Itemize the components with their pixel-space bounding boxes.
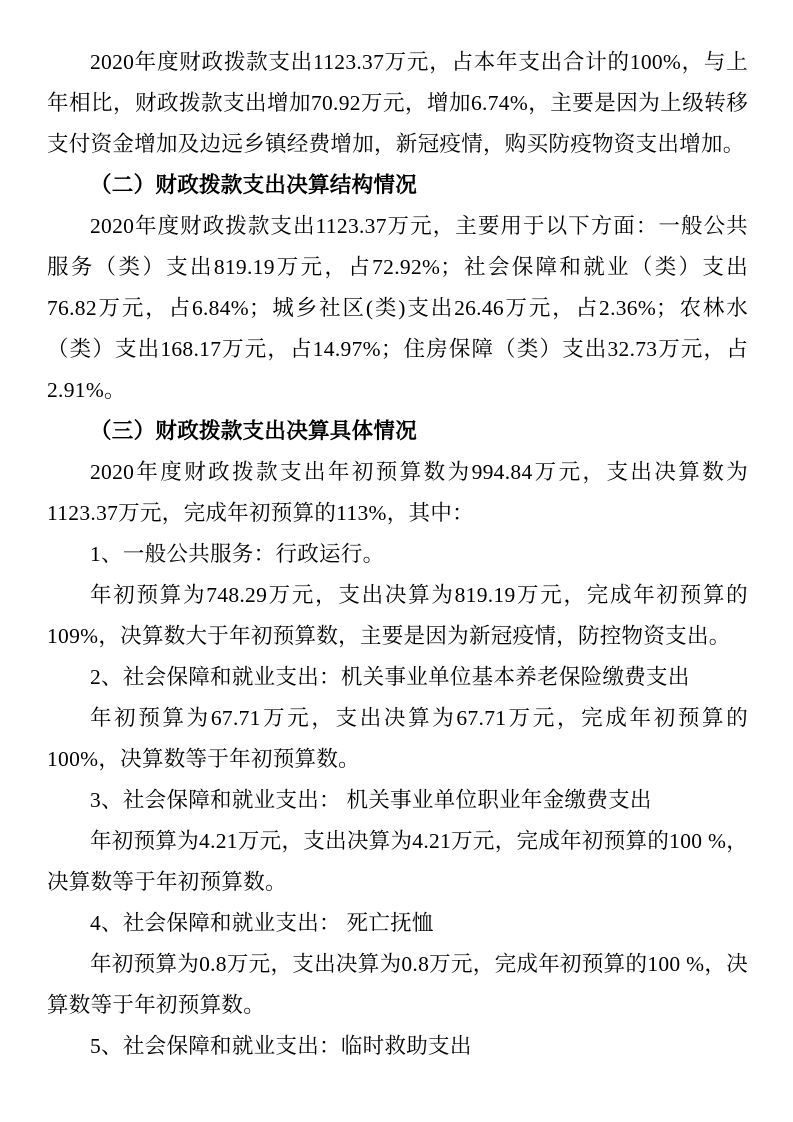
paragraph-budget-vs-final-accounts: 2020年度财政拨款支出年初预算数为994.84万元，支出决算数为1123.37万元，完成年初预算的113%，其中： xyxy=(47,460,748,525)
paragraph-fiscal-expenditure-yoy: 2020年度财政拨款支出1123.37万元，占本年支出合计的100%，与上年相比，财政拨款支出增加70.92万元，增加6.74%，主要是因为上级转移支付资金增加及边远乡镇经费增加，新冠疫情，购买防疫物资支出增加。 xyxy=(47,50,748,156)
heading-section-3-expenditure-details: （三）财政拨款支出决算具体情况 xyxy=(90,419,418,443)
list-item-3-occupational-annuity-contribution: 3、社会保障和就业支出： 机关事业单位职业年金缴费支出 xyxy=(90,788,652,812)
heading-section-2-expenditure-structure: （二）财政拨款支出决算结构情况 xyxy=(90,173,418,197)
paragraph-item-2-detail: 年初预算为67.71万元，支出决算为67.71万元，完成年初预算的100%，决算数等于年初预算数。 xyxy=(47,706,748,771)
list-item-5-temporary-relief: 5、社会保障和就业支出：临时救助支出 xyxy=(90,1034,472,1058)
paragraph-item-1-detail: 年初预算为748.29万元，支出决算为819.19万元，完成年初预算的109%，决算数大于年初预算数，主要是因为新冠疫情，防控物资支出。 xyxy=(47,583,748,648)
list-item-4-death-compensation: 4、社会保障和就业支出： 死亡抚恤 xyxy=(90,911,434,935)
list-item-1-general-public-services: 1、一般公共服务：行政运行。 xyxy=(90,542,385,566)
paragraph-item-3-detail: 年初预算为4.21万元，支出决算为4.21万元，完成年初预算的100 %，决算数等于年初预算数。 xyxy=(47,829,748,894)
list-item-2-basic-pension-contribution: 2、社会保障和就业支出：机关事业单位基本养老保险缴费支出 xyxy=(90,665,690,689)
paragraph-item-4-detail: 年初预算为0.8万元，支出决算为0.8万元，完成年初预算的100 %，决算数等于年初预算数。 xyxy=(47,952,748,1017)
paragraph-expenditure-structure-breakdown: 2020年度财政拨款支出1123.37万元，主要用于以下方面：一般公共服务（类）支出819.19万元，占72.92%；社会保障和就业（类）支出76.82万元，占6.84%；城乡社区(类)支出26.46万元，占2.36%；农林水（类）支出168.17万元，占14.97%；住房保障（类）支出32.73万元，占2.91%。 xyxy=(47,214,748,402)
